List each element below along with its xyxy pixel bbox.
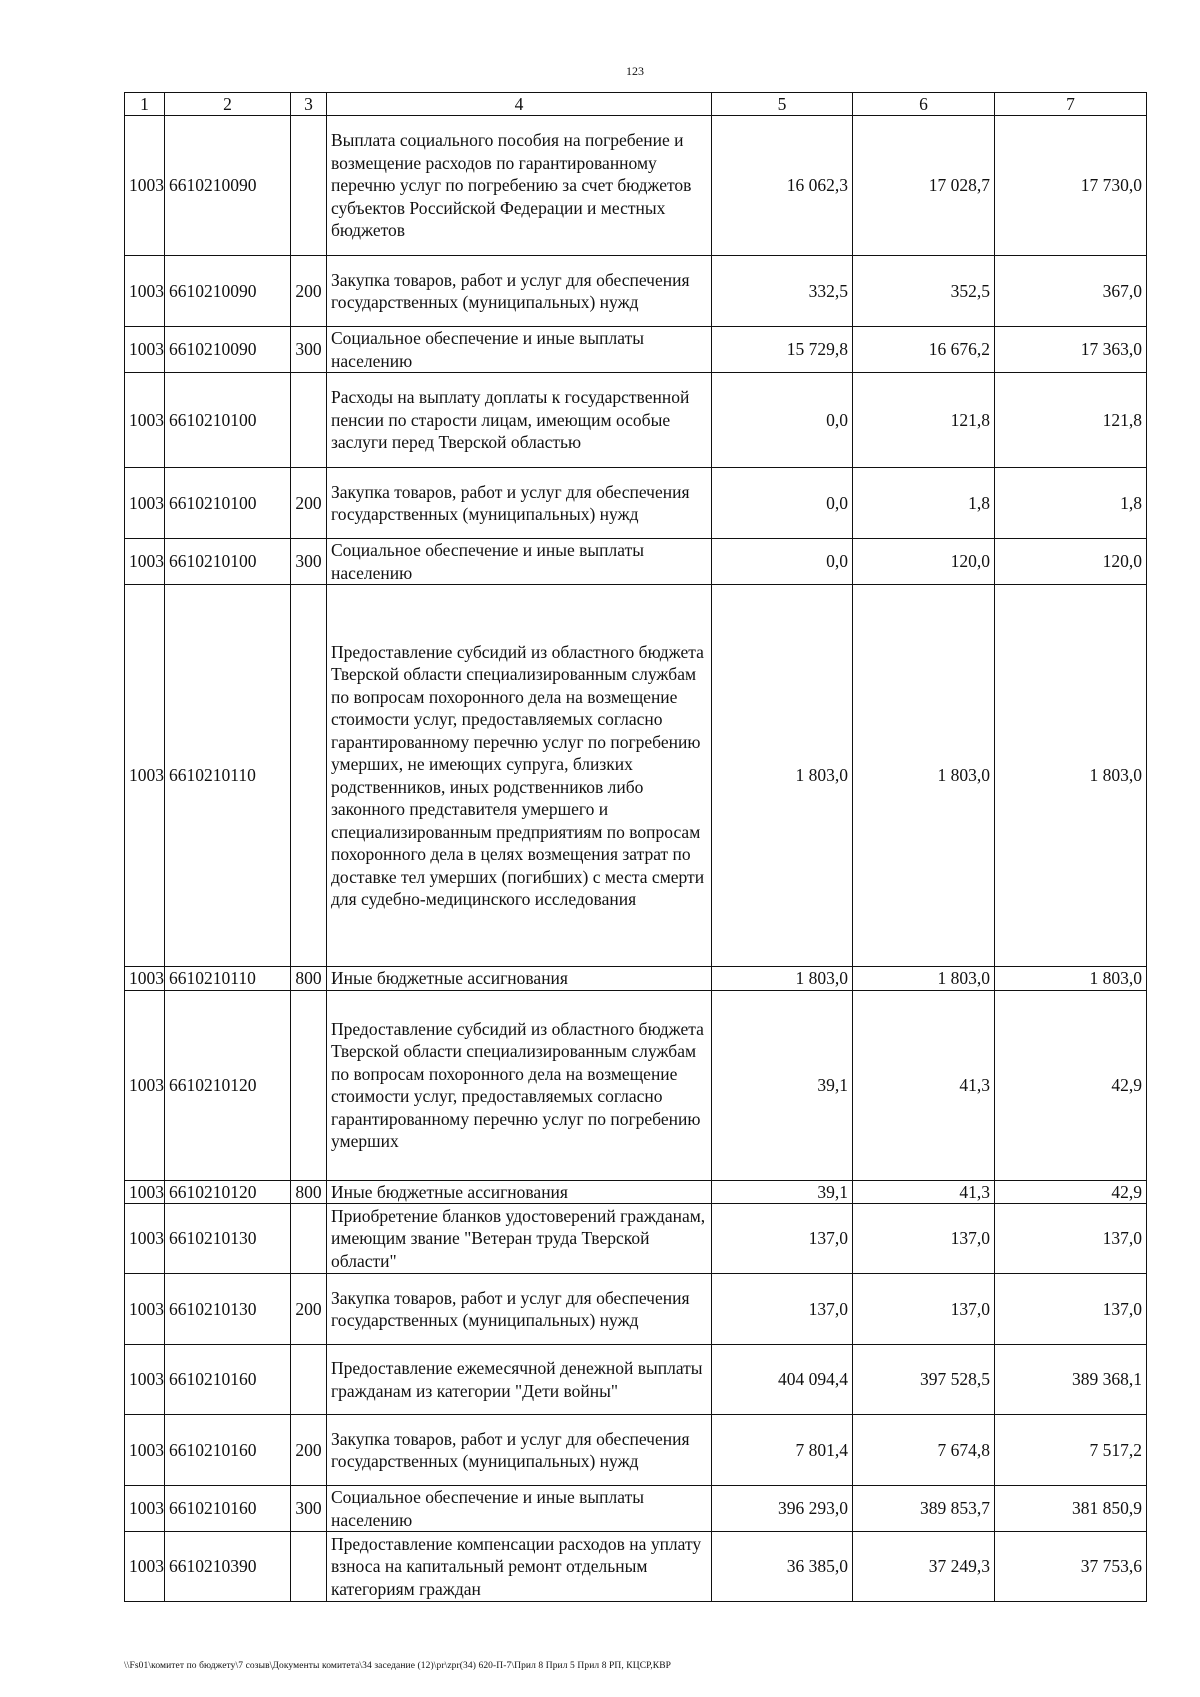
expense-type: 200: [291, 256, 327, 327]
table-row: [125, 585, 1147, 967]
expense-type: 200: [291, 1274, 327, 1345]
section-code: 1003: [125, 585, 165, 967]
section-code: 1003: [125, 256, 165, 327]
amount-year-3: 17 363,0: [995, 327, 1147, 373]
amount-year-2: 41,3: [853, 1180, 995, 1204]
item-name: Иные бюджетные ассигнования: [327, 1180, 712, 1204]
amount-year-1: 39,1: [712, 1180, 853, 1204]
table-row: [125, 468, 1147, 539]
target-code: 6610210100: [165, 468, 291, 539]
table-header-row: [125, 93, 1147, 116]
target-code: 6610210090: [165, 327, 291, 373]
item-name: Закупка товаров, работ и услуг для обеспечения государственных (муниципальных) нужд: [327, 1274, 712, 1345]
table-row: [125, 327, 1147, 373]
section-code: 1003: [125, 1180, 165, 1204]
amount-year-1: 7 801,4: [712, 1415, 853, 1486]
section-code: 1003: [125, 967, 165, 991]
page-number: 123: [626, 64, 644, 78]
table-row: [125, 967, 1147, 991]
target-code: 6610210100: [165, 373, 291, 468]
item-name: Иные бюджетные ассигнования: [327, 967, 712, 991]
target-code: 6610210090: [165, 116, 291, 256]
amount-year-1: 0,0: [712, 468, 853, 539]
amount-year-2: 41,3: [853, 990, 995, 1180]
amount-year-1: 15 729,8: [712, 327, 853, 373]
amount-year-3: 1 803,0: [995, 585, 1147, 967]
expense-type: [291, 373, 327, 468]
target-code: 6610210110: [165, 967, 291, 991]
amount-year-2: 1 803,0: [853, 967, 995, 991]
item-name: Предоставление субсидий из областного бюджета Тверской области специализированным службам по вопросам похоронного дела на возмещение стоимости услуг, предоставляемых согласно гарантированному перечню услуг по погребению умерших, не имеющих супруга, близких родственников, иных родственников либо законного представителя умершего и специализированным предприятиям по вопросам похоронного дела в целях возмещения затрат по доставке тел умерших (погибших) с места смерти для судебно-медицинского исследования: [327, 585, 712, 967]
amount-year-3: 1 803,0: [995, 967, 1147, 991]
amount-year-2: 17 028,7: [853, 116, 995, 256]
section-code: 1003: [125, 1415, 165, 1486]
amount-year-2: 1 803,0: [853, 585, 995, 967]
footer-file-path: \\Fs01\комитет по бюджету\7 созыв\Документы комитета\34 заседание (12)\pr\zpr(34) 620-П-7\Прил 8 Прил 5 Прил 8 РП, КЦСР,КВР: [124, 1661, 672, 1671]
amount-year-2: 137,0: [853, 1204, 995, 1274]
amount-year-1: 0,0: [712, 539, 853, 585]
amount-year-1: 1 803,0: [712, 585, 853, 967]
amount-year-2: 121,8: [853, 373, 995, 468]
section-code: 1003: [125, 116, 165, 256]
section-code: 1003: [125, 539, 165, 585]
table-row: [125, 990, 1147, 1180]
amount-year-2: 137,0: [853, 1274, 995, 1345]
item-name: Предоставление субсидий из областного бюджета Тверской области специализированным службам по вопросам похоронного дела на возмещение стоимости услуг, предоставляемых согласно гарантированному перечню услуг по погребению умерших: [327, 990, 712, 1180]
expense-type: [291, 1532, 327, 1602]
amount-year-3: 120,0: [995, 539, 1147, 585]
section-code: 1003: [125, 1204, 165, 1274]
table-row: [125, 1345, 1147, 1415]
target-code: 6610210120: [165, 990, 291, 1180]
amount-year-1: 39,1: [712, 990, 853, 1180]
table-row: [125, 1274, 1147, 1345]
amount-year-3: 42,9: [995, 990, 1147, 1180]
amount-year-2: 16 676,2: [853, 327, 995, 373]
table-row: [125, 1415, 1147, 1486]
target-code: 6610210100: [165, 539, 291, 585]
section-code: 1003: [125, 1486, 165, 1532]
amount-year-3: 389 368,1: [995, 1345, 1147, 1415]
amount-year-1: 16 062,3: [712, 116, 853, 256]
amount-year-2: 389 853,7: [853, 1486, 995, 1532]
section-code: 1003: [125, 990, 165, 1180]
item-name: Социальное обеспечение и иные выплаты населению: [327, 539, 712, 585]
section-code: 1003: [125, 468, 165, 539]
amount-year-1: 396 293,0: [712, 1486, 853, 1532]
amount-year-1: 36 385,0: [712, 1532, 853, 1602]
col-header: 6: [853, 93, 995, 116]
amount-year-1: 1 803,0: [712, 967, 853, 991]
item-name: Закупка товаров, работ и услуг для обеспечения государственных (муниципальных) нужд: [327, 256, 712, 327]
amount-year-1: 404 094,4: [712, 1345, 853, 1415]
target-code: 6610210110: [165, 585, 291, 967]
expense-type: 200: [291, 468, 327, 539]
target-code: 6610210130: [165, 1204, 291, 1274]
target-code: 6610210390: [165, 1532, 291, 1602]
amount-year-1: 137,0: [712, 1274, 853, 1345]
section-code: 1003: [125, 1274, 165, 1345]
expense-type: [291, 1345, 327, 1415]
item-name: Закупка товаров, работ и услуг для обеспечения государственных (муниципальных) нужд: [327, 468, 712, 539]
col-header: 5: [712, 93, 853, 116]
item-name: Предоставление компенсации расходов на уплату взноса на капитальный ремонт отдельным категориям граждан: [327, 1532, 712, 1602]
expense-type: 800: [291, 1180, 327, 1204]
amount-year-3: 17 730,0: [995, 116, 1147, 256]
item-name: Закупка товаров, работ и услуг для обеспечения государственных (муниципальных) нужд: [327, 1415, 712, 1486]
table-row: [125, 373, 1147, 468]
item-name: Выплата социального пособия на погребение и возмещение расходов по гарантированному перечню услуг по погребению за счет бюджетов субъектов Российской Федерации и местных бюджетов: [327, 116, 712, 256]
table-row: [125, 116, 1147, 256]
expense-type: 300: [291, 327, 327, 373]
amount-year-3: 7 517,2: [995, 1415, 1147, 1486]
amount-year-2: 37 249,3: [853, 1532, 995, 1602]
expense-type: [291, 990, 327, 1180]
amount-year-3: 137,0: [995, 1204, 1147, 1274]
amount-year-2: 352,5: [853, 256, 995, 327]
amount-year-3: 42,9: [995, 1180, 1147, 1204]
item-name: Расходы на выплату доплаты к государственной пенсии по старости лицам, имеющим особые заслуги перед Тверской областью: [327, 373, 712, 468]
target-code: 6610210160: [165, 1345, 291, 1415]
target-code: 6610210120: [165, 1180, 291, 1204]
amount-year-3: 137,0: [995, 1274, 1147, 1345]
target-code: 6610210160: [165, 1486, 291, 1532]
budget-table: [124, 92, 1147, 1602]
expense-type: [291, 585, 327, 967]
col-header: 4: [327, 93, 712, 116]
target-code: 6610210160: [165, 1415, 291, 1486]
target-code: 6610210090: [165, 256, 291, 327]
section-code: 1003: [125, 1532, 165, 1602]
col-header: 3: [291, 93, 327, 116]
expense-type: [291, 1204, 327, 1274]
table-row: [125, 1486, 1147, 1532]
expense-type: [291, 116, 327, 256]
expense-type: 800: [291, 967, 327, 991]
table-row: [125, 256, 1147, 327]
table-row: [125, 1204, 1147, 1274]
item-name: Социальное обеспечение и иные выплаты населению: [327, 327, 712, 373]
amount-year-3: 381 850,9: [995, 1486, 1147, 1532]
amount-year-2: 1,8: [853, 468, 995, 539]
item-name: Предоставление ежемесячной денежной выплаты гражданам из категории "Дети войны": [327, 1345, 712, 1415]
table-row: [125, 1180, 1147, 1204]
amount-year-3: 37 753,6: [995, 1532, 1147, 1602]
amount-year-2: 120,0: [853, 539, 995, 585]
target-code: 6610210130: [165, 1274, 291, 1345]
amount-year-3: 367,0: [995, 256, 1147, 327]
amount-year-2: 7 674,8: [853, 1415, 995, 1486]
amount-year-2: 397 528,5: [853, 1345, 995, 1415]
table-row: [125, 539, 1147, 585]
section-code: 1003: [125, 373, 165, 468]
expense-type: 300: [291, 539, 327, 585]
item-name: Социальное обеспечение и иные выплаты населению: [327, 1486, 712, 1532]
amount-year-1: 0,0: [712, 373, 853, 468]
expense-type: 300: [291, 1486, 327, 1532]
expense-type: 200: [291, 1415, 327, 1486]
col-header: 2: [165, 93, 291, 116]
section-code: 1003: [125, 327, 165, 373]
table-row: [125, 1532, 1147, 1602]
col-header: 1: [125, 93, 165, 116]
item-name: Приобретение бланков удостоверений гражданам, имеющим звание "Ветеран труда Тверской области": [327, 1204, 712, 1274]
amount-year-1: 332,5: [712, 256, 853, 327]
section-code: 1003: [125, 1345, 165, 1415]
amount-year-1: 137,0: [712, 1204, 853, 1274]
amount-year-3: 1,8: [995, 468, 1147, 539]
amount-year-3: 121,8: [995, 373, 1147, 468]
col-header: 7: [995, 93, 1147, 116]
